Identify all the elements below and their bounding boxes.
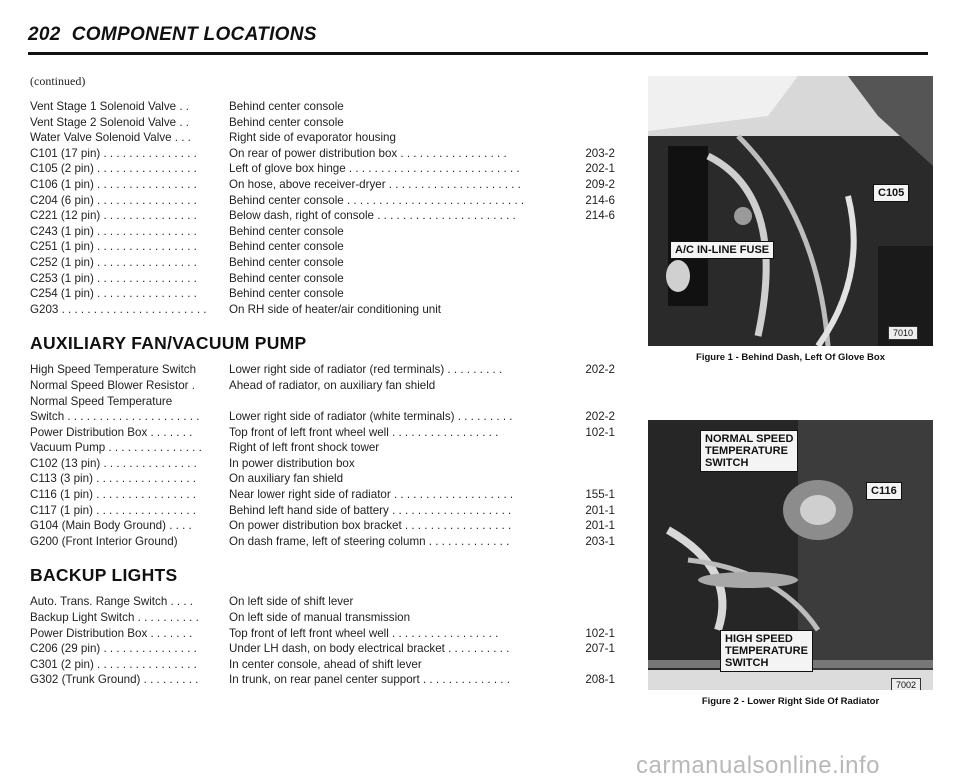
component-row [30, 672, 640, 688]
component-name: C101 (17 pin) . . . . . . . . . . . . . . . [30, 146, 197, 160]
component-name: High Speed Temperature Switch [30, 363, 197, 377]
component-location: Under LH dash, on body electrical bracket . . . . . . . . . . [229, 642, 510, 656]
component-location: On left side of manual transmission [229, 611, 411, 625]
figure-1 [648, 76, 933, 363]
component-page-ref: 102-1 [585, 425, 615, 439]
component-row [30, 146, 640, 162]
component-page-ref: 202-2 [585, 410, 615, 424]
component-page-ref: 102-1 [585, 626, 615, 640]
component-page-ref [565, 130, 615, 146]
component-page-ref [565, 224, 615, 240]
figure-1-photo [648, 76, 933, 346]
component-location: Behind left hand side of battery . . . . . . . . . . . . . . . . . . . [229, 503, 512, 517]
component-location [229, 394, 565, 410]
component-location: Top front of left front wheel well . . . . . . . . . . . . . . . . . [229, 425, 499, 439]
figure-1-label-fuse: A/C IN-LINE FUSE [670, 241, 774, 259]
component-name: Vent Stage 1 Solenoid Valve . . [30, 100, 189, 113]
component-page-ref [565, 378, 615, 394]
component-name: Water Valve Solenoid Valve . . . [30, 131, 191, 145]
component-row [30, 193, 640, 209]
component-location: Left of glove box hinge . . . . . . . . . . . . . . . . . . . . . . . . . . . [229, 162, 520, 176]
figure-2-label-high-switch: HIGH SPEED TEMPERATURE SWITCH [720, 630, 813, 672]
component-name: C102 (13 pin) . . . . . . . . . . . . . . . [30, 456, 197, 470]
component-row [30, 657, 640, 673]
component-location: On left side of shift lever [229, 595, 354, 609]
figure-2-label-normal-switch: NORMAL SPEED TEMPERATURE SWITCH [700, 430, 798, 472]
component-page-ref [565, 394, 615, 410]
component-location: On power distribution box bracket . . . . . . . . . . . . . . . . . [229, 519, 512, 533]
component-name: C253 (1 pin) . . . . . . . . . . . . . . . . [30, 271, 197, 285]
component-row [30, 177, 640, 193]
component-name: G203 . . . . . . . . . . . . . . . . . . . . . . . [30, 302, 207, 316]
component-location: Behind center console [229, 224, 344, 238]
component-page-ref: 207-1 [585, 642, 615, 656]
component-page-ref [565, 99, 615, 115]
component-location: Behind center console [229, 287, 344, 301]
component-page-ref: 155-1 [585, 488, 615, 502]
component-location: Top front of left front wheel well . . . . . . . . . . . . . . . . . [229, 626, 499, 640]
component-page-ref: 202-2 [585, 363, 615, 377]
component-row [30, 239, 640, 255]
component-page-ref [565, 456, 615, 472]
component-location: On auxiliary fan shield [229, 472, 344, 486]
component-page-ref: 203-1 [585, 534, 615, 548]
component-location: Behind center console [229, 115, 344, 129]
component-row [30, 161, 640, 177]
component-name: Power Distribution Box . . . . . . . [30, 425, 193, 439]
component-name: C105 (2 pin) . . . . . . . . . . . . . . . . [30, 162, 197, 176]
component-row [30, 503, 640, 519]
component-row [30, 208, 640, 224]
component-name: Power Distribution Box . . . . . . . [30, 626, 193, 640]
component-row [30, 302, 640, 318]
component-location: Lower right side of radiator (red terminals) . . . . . . . . . [229, 363, 503, 377]
component-name: Normal Speed Temperature [30, 394, 173, 408]
component-location: In power distribution box [229, 456, 355, 470]
page-title [28, 24, 928, 46]
component-name: C243 (1 pin) . . . . . . . . . . . . . . . . [30, 224, 197, 238]
component-name: Switch . . . . . . . . . . . . . . . . . . . . . [30, 410, 200, 424]
component-location: On dash frame, left of steering column . . . . . . . . . . . . . [229, 534, 510, 548]
page-title-text: COMPONENT LOCATIONS [71, 24, 317, 45]
component-location: Behind center console . . . . . . . . . . . . . . . . . . . . . . . . . . . . [229, 193, 525, 207]
component-page-ref [565, 115, 615, 131]
component-page-ref: 208-1 [585, 673, 615, 687]
component-page-ref [565, 440, 615, 456]
component-location: Lower right side of radiator (white terminals) . . . . . . . . . [229, 410, 513, 424]
component-page-ref: 214-6 [585, 193, 615, 207]
component-location: In center console, ahead of shift lever [229, 657, 422, 671]
header-rule [28, 52, 928, 55]
component-page-ref: 201-1 [585, 503, 615, 517]
component-page-ref: 203-2 [585, 146, 615, 160]
component-name: C116 (1 pin) . . . . . . . . . . . . . . . . [30, 488, 197, 502]
component-location: On RH side of heater/air conditioning unit [229, 302, 442, 316]
component-row [30, 425, 640, 441]
component-page-ref [565, 657, 615, 673]
component-row [30, 362, 640, 378]
component-row [30, 487, 640, 503]
component-name: C254 (1 pin) . . . . . . . . . . . . . . . . [30, 287, 197, 301]
component-location: Behind center console [229, 100, 344, 113]
component-location: In trunk, on rear panel center support . . . . . . . . . . . . . . [229, 673, 510, 687]
figure-2-number: 7002 [891, 678, 921, 690]
component-row [30, 286, 640, 302]
component-name: C204 (6 pin) . . . . . . . . . . . . . . . . [30, 193, 197, 207]
component-location: Right side of evaporator housing [229, 131, 396, 145]
component-row [30, 99, 640, 115]
component-page-ref [565, 239, 615, 255]
component-row [30, 518, 640, 534]
component-page-ref: 201-1 [585, 519, 615, 533]
component-row [30, 271, 640, 287]
component-row [30, 115, 640, 131]
component-location: On hose, above receiver-dryer . . . . . . . . . . . . . . . . . . . . . [229, 177, 521, 191]
component-name: Vent Stage 2 Solenoid Valve . . [30, 115, 189, 129]
continued-label: (continued) [30, 74, 86, 88]
component-row [30, 641, 640, 657]
component-page-ref [565, 594, 615, 610]
component-location: Near lower right side of radiator . . . . . . . . . . . . . . . . . . . [229, 488, 514, 502]
page-number: 202 [28, 24, 61, 45]
component-name: Auto. Trans. Range Switch . . . . [30, 595, 194, 609]
component-name: Backup Light Switch . . . . . . . . . . [30, 611, 199, 625]
component-row [30, 440, 640, 456]
component-name: G302 (Trunk Ground) . . . . . . . . . [30, 673, 199, 687]
component-name: G104 (Main Body Ground) . . . . [30, 519, 192, 533]
component-page-ref [565, 610, 615, 626]
component-name: G200 (Front Interior Ground) [30, 534, 178, 548]
figure-1-label-c105: C105 [873, 184, 909, 202]
component-page-ref: 202-1 [585, 162, 615, 176]
component-name: C301 (2 pin) . . . . . . . . . . . . . . . . [30, 657, 197, 671]
component-location: Below dash, right of console . . . . . . . . . . . . . . . . . . . . . . [229, 209, 516, 223]
component-page-ref [565, 286, 615, 302]
component-row [30, 456, 640, 472]
sections [30, 99, 640, 688]
component-page-ref: 214-6 [585, 209, 615, 223]
component-location: Right of left front shock tower [229, 441, 380, 455]
section-heading: BACKUP LIGHTS [30, 565, 178, 586]
figure-1-image [648, 76, 933, 346]
component-name: C252 (1 pin) . . . . . . . . . . . . . . . . [30, 255, 197, 269]
figure-2-caption: Figure 2 - Lower Right Side Of Radiator [701, 696, 880, 707]
component-location: Behind center console [229, 255, 344, 269]
section-heading: AUXILIARY FAN/VACUUM PUMP [30, 333, 307, 354]
component-name: C113 (3 pin) . . . . . . . . . . . . . . . . [30, 472, 197, 486]
component-row [30, 626, 640, 642]
component-page-ref [565, 302, 615, 318]
component-row [30, 394, 640, 410]
component-page-ref [565, 471, 615, 487]
component-row [30, 224, 640, 240]
component-name: C251 (1 pin) . . . . . . . . . . . . . . . . [30, 240, 197, 254]
figure-1-caption: Figure 1 - Behind Dash, Left Of Glove Box [696, 352, 885, 363]
component-location: Ahead of radiator, on auxiliary fan shield [229, 378, 436, 392]
component-row [30, 378, 640, 394]
component-name: C117 (1 pin) . . . . . . . . . . . . . . . . [30, 503, 197, 517]
component-location: Behind center console [229, 240, 344, 254]
component-page-ref [565, 255, 615, 271]
component-row [30, 534, 640, 550]
component-name: C106 (1 pin) . . . . . . . . . . . . . . . . [30, 177, 197, 191]
component-row [30, 471, 640, 487]
component-row [30, 130, 640, 146]
component-row [30, 409, 640, 425]
component-list [30, 74, 640, 688]
component-row [30, 594, 640, 610]
component-page-ref: 209-2 [585, 177, 615, 191]
figure-2 [648, 420, 933, 707]
component-name: C221 (12 pin) . . . . . . . . . . . . . . . [30, 209, 197, 223]
figure-2-label-c116: C116 [866, 482, 902, 500]
component-location: Behind center console [229, 271, 344, 285]
component-page-ref [565, 271, 615, 287]
component-row [30, 255, 640, 271]
component-name: C206 (29 pin) . . . . . . . . . . . . . . . [30, 642, 197, 656]
figure-1-number: 7010 [888, 326, 918, 340]
component-location: On rear of power distribution box . . . . . . . . . . . . . . . . . [229, 146, 507, 160]
component-name: Vacuum Pump . . . . . . . . . . . . . . . [30, 441, 202, 455]
component-name: Normal Speed Blower Resistor . [30, 378, 195, 392]
watermark: carmanualsonline.info [636, 752, 880, 779]
page-header [28, 24, 928, 46]
component-row [30, 610, 640, 626]
figure-2-photo [648, 420, 933, 690]
